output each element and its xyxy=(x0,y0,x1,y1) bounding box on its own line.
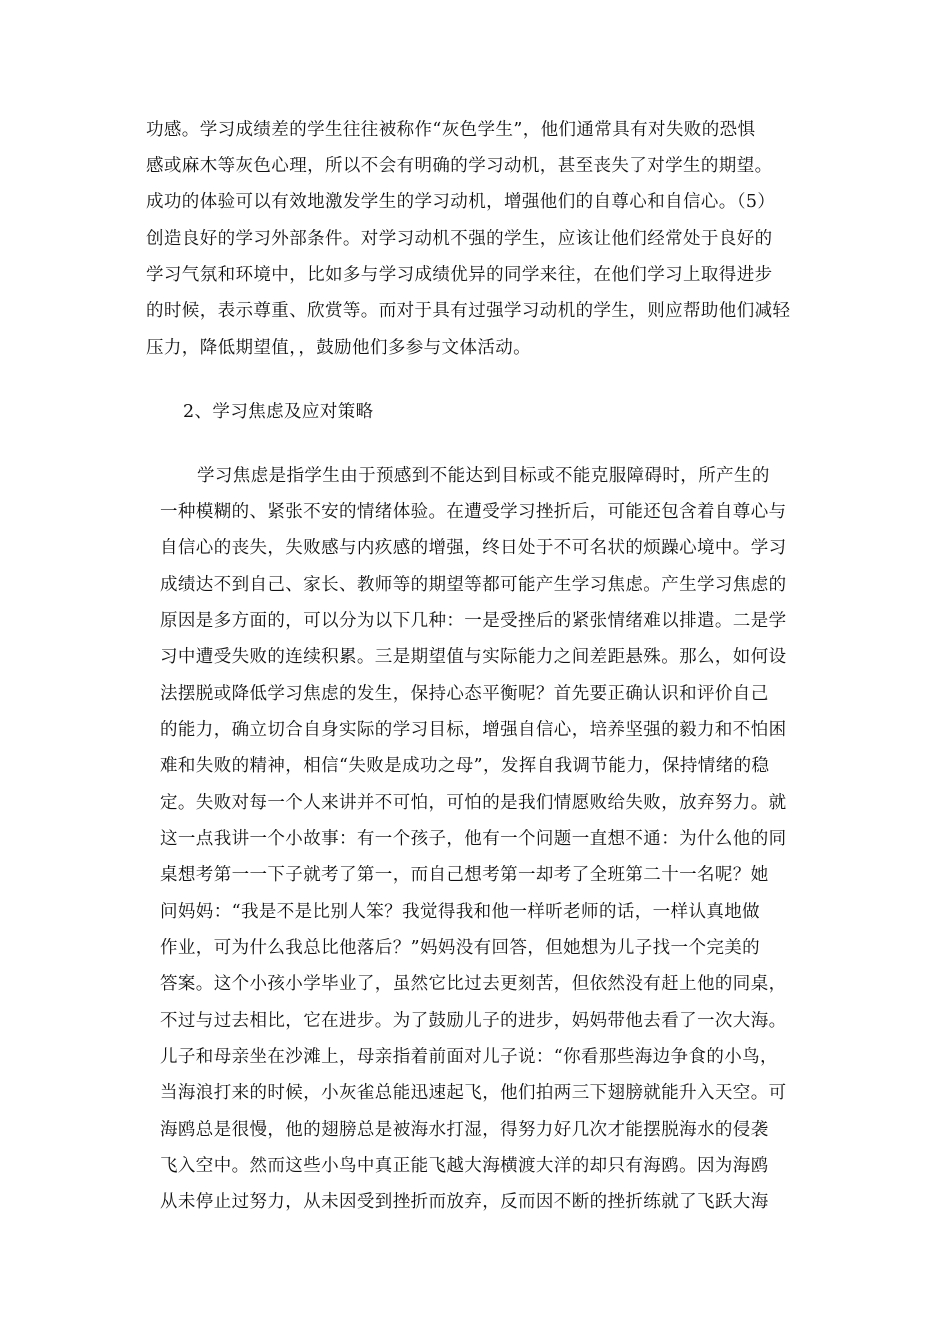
paragraph-line: 儿子和母亲坐在沙滩上，母亲指着前面对儿子说：“你看那些海边争食的小鸟， xyxy=(160,1047,778,1067)
paragraph-line: 习中遭受失败的连续积累。三是期望值与实际能力之间差距悬殊。那么，如何设 xyxy=(160,647,787,667)
paragraph-line: 一种模糊的、紧张不安的情绪体验。在遭受学习挫折后，可能还包含着自尊心与 xyxy=(160,502,787,522)
paragraph-line: 不过与过去相比，它在进步。为了鼓励儿子的进步，妈妈带他去看了一次大海。 xyxy=(160,1011,787,1031)
paragraph-line: 当海浪打来的时候，小灰雀总能迅速起飞，他们拍两三下翅膀就能升入天空。可 xyxy=(160,1083,787,1103)
paragraph-line: 这一点我讲一个小故事：有一个孩子，他有一个问题一直想不通：为什么他的同 xyxy=(160,829,787,849)
paragraph-line: 学习焦虑是指学生由于预感到不能达到目标或不能克服障碍时，所产生的 xyxy=(197,466,770,486)
paragraph-line: 法摆脱或降低学习焦虑的发生，保持心态平衡呢？首先要正确认识和评价自己 xyxy=(160,684,769,704)
paragraph-line: 功感。学习成绩差的学生往往被称作“灰色学生”，他们通常具有对失败的恐惧 xyxy=(146,120,756,140)
paragraph-line: 原因是多方面的，可以分为以下几种：一是受挫后的紧张情绪难以排遣。二是学 xyxy=(160,611,787,631)
paragraph-line: 的时候，表示尊重、欣赏等。而对于具有过强学习动机的学生，则应帮助他们减轻 xyxy=(146,301,791,321)
paragraph-line: 创造良好的学习外部条件。对学习动机不强的学生，应该让他们经常处于良好的 xyxy=(146,229,773,249)
paragraph-line: 自信心的丧失，失败感与内疚感的增强，终日处于不可名状的烦躁心境中。学习 xyxy=(160,538,787,558)
paragraph-line: 桌想考第一一下子就考了第一，而自己想考第一却考了全班第二十一名呢？她 xyxy=(160,865,769,885)
paragraph-line: 问妈妈：“我是不是比别人笨？我觉得我和他一样听老师的话，一样认真地做 xyxy=(160,902,761,922)
section-heading: 2、学习焦虑及应对策略 xyxy=(183,402,374,422)
paragraph-line: 作业，可为什么我总比他落后？”妈妈没有回答，但她想为儿子找一个完美的 xyxy=(160,938,761,958)
paragraph-line: 答案。这个小孩小学毕业了，虽然它比过去更刻苦，但依然没有赶上他的同桌， xyxy=(160,974,787,994)
paragraph-line: 定。失败对每一个人来讲并不可怕，可怕的是我们情愿败给失败，放弃努力。就 xyxy=(160,793,787,813)
paragraph-line: 成功的体验可以有效地激发学生的学习动机，增强他们的自尊心和自信心。（5） xyxy=(146,192,776,212)
paragraph-line: 飞入空中。然而这些小鸟中真正能飞越大海横渡大洋的却只有海鸥。因为海鸥 xyxy=(160,1156,769,1176)
paragraph-line: 海鸥总是很慢，他的翅膀总是被海水打湿，得努力好几次才能摆脱海水的侵袭 xyxy=(160,1120,769,1140)
paragraph-line: 成绩达不到自己、家长、教师等的期望等都可能产生学习焦虑。产生学习焦虑的 xyxy=(160,575,787,595)
paragraph-line: 从未停止过努力，从未因受到挫折而放弃，反而因不断的挫折练就了飞跃大海 xyxy=(160,1192,769,1212)
paragraph-line: 感或麻木等灰色心理，所以不会有明确的学习动机，甚至丧失了对学生的期望。 xyxy=(146,156,773,176)
paragraph-line: 压力，降低期望值，，鼓励他们多参与文体活动。 xyxy=(146,338,532,358)
paragraph-line: 难和失败的精神，相信“失败是成功之母”，发挥自我调节能力，保持情绪的稳 xyxy=(160,756,770,776)
paragraph-line: 学习气氛和环境中，比如多与学习成绩优异的同学来往，在他们学习上取得进步 xyxy=(146,265,773,285)
paragraph-line: 的能力，确立切合自身实际的学习目标，增强自信心，培养坚强的毅力和不怕困 xyxy=(160,720,787,740)
